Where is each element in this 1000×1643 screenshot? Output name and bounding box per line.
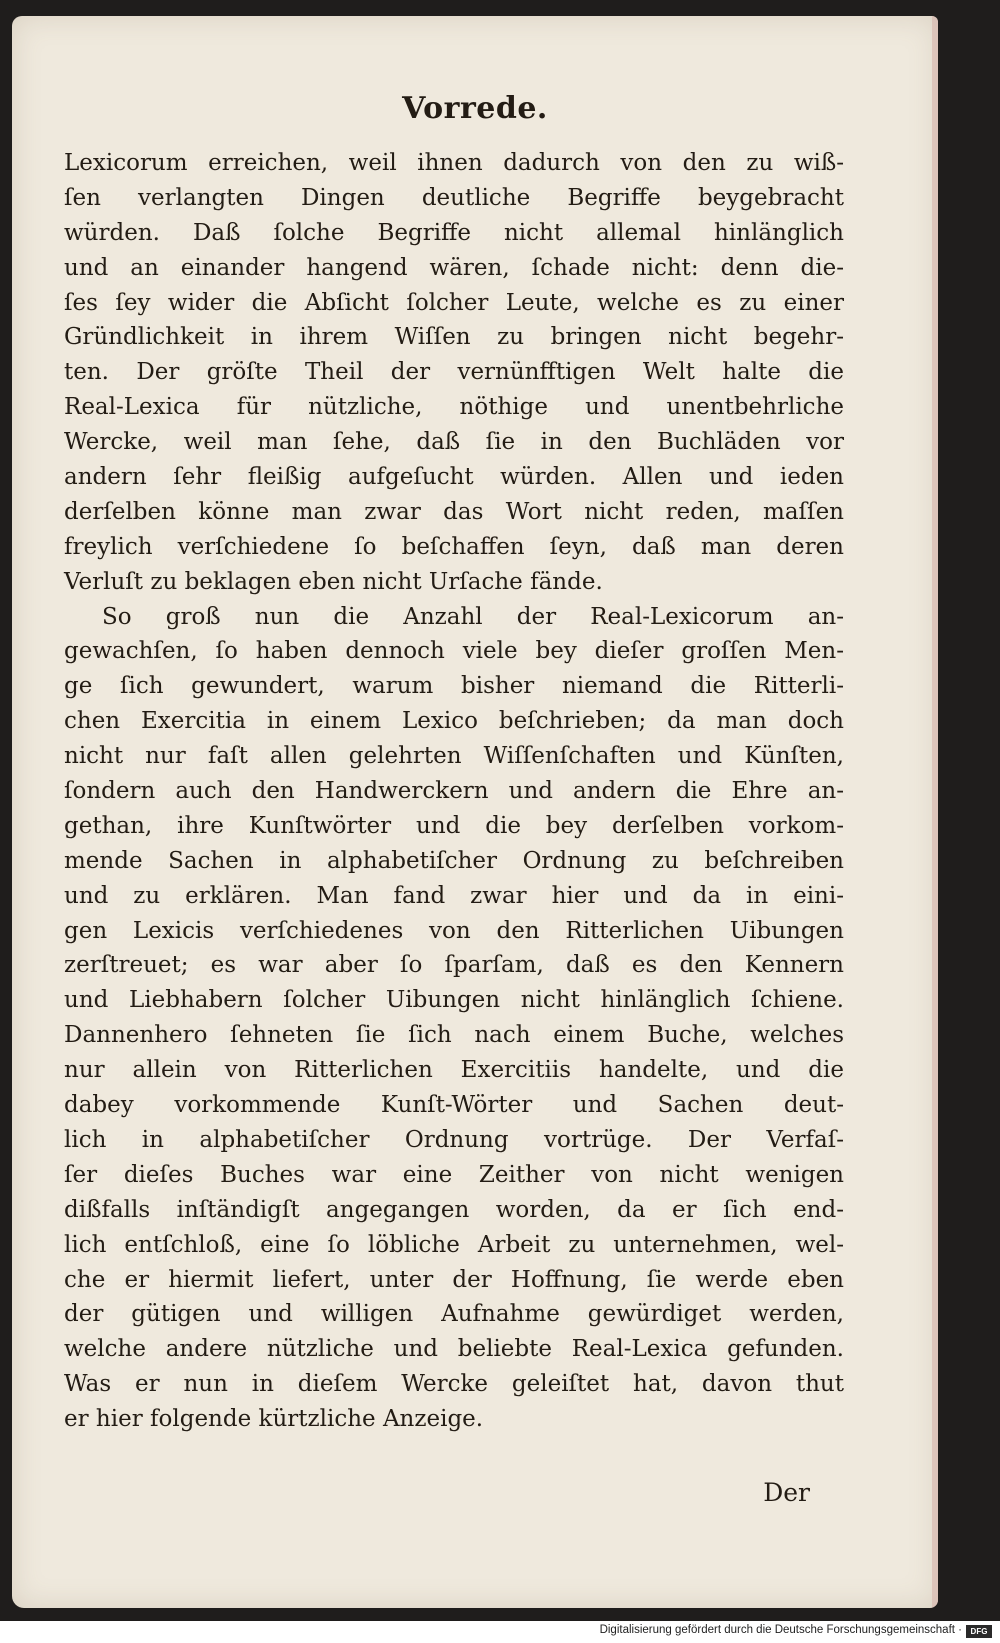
body-text [64,146,844,1437]
footer-credit: Digitalisierung gefördert durch die Deutsche Forschungsgemeinschaft · [599,1624,962,1636]
text-line: er hier folgende kürtzliche Anzeige. [64,1406,484,1433]
text-line: gen Lexicis verſchiedenes von den Ritterlichen Uibungen [64,917,844,944]
text-line: würden. Daß ſolche Begriffe nicht allemal hinlänglich [64,219,844,246]
catchword: Der [763,1478,810,1507]
text-line: ten. Der gröſte Theil der vernünfftigen Welt halte die [64,359,844,386]
digitization-footer [0,1621,1000,1643]
text-line: Wercke, weil man ſehe, daß ſie in den Buchläden vor [64,429,844,456]
text-line: nicht nur faſt allen gelehrten Wiſſenſchaften und Künſten, [64,743,844,770]
text-line: welche andere nützliche und beliebte Real-Lexica gefunden. [64,1336,844,1363]
text-line: Gründlichkeit in ihrem Wiſſen zu bringen nicht begehr- [64,324,844,351]
text-line: derſelben könne man zwar das Wort nicht reden, maſſen [64,498,844,525]
text-line: Lexicorum erreichen, weil ihnen dadurch von den zu wiß- [64,150,844,176]
book-page [12,16,938,1608]
text-line: dißfalls inſtändigſt angegangen worden, da er ſich end- [64,1196,844,1223]
text-line: freylich verſchiedene ſo beſchaffen ſeyn, daß man deren [64,533,844,560]
text-line: So groß nun die Anzahl der Real-Lexicorum an- [102,603,844,630]
text-line: chen Exercitia in einem Lexico beſchrieben; da man doch [64,708,844,735]
text-line: mende Sachen in alphabetiſcher Ordnung zu beſchreiben [64,847,844,874]
text-line: und an einander hangend wären, ſchade nicht: denn die- [64,254,844,281]
text-line: Dannenhero ſehneten ſie ſich nach einem Buche, welches [64,1022,844,1049]
text-line: und Liebhabern ſolcher Uibungen nicht hinlänglich ſchiene. [64,987,844,1014]
text-line: ge ſich gewundert, warum bisher niemand die Ritterli- [64,673,844,700]
text-line: ſes ſey wider die Abſicht ſolcher Leute, welche es zu einer [64,289,844,316]
text-line: gewachſen, ſo haben dennoch viele bey dieſer groſſen Men- [64,638,844,665]
text-line: Verluſt zu beklagen eben nicht Urſache fände. [64,568,603,595]
text-line: und zu erklären. Man fand zwar hier und da in eini- [64,882,844,909]
text-line: gethan, ihre Kunſtwörter und die bey derſelben vorkom- [64,812,844,839]
text-line: ſondern auch den Handwerckern und andern die Ehre an- [64,778,844,805]
text-line: nur allein von Ritterlichen Exercitiis handelte, und die [64,1057,844,1084]
text-line: Was er nun in dieſem Wercke geleiſtet hat, davon thut [64,1371,844,1398]
text-line: lich entſchloß, eine ſo löbliche Arbeit zu unternehmen, wel- [64,1231,844,1258]
text-line: lich in alphabetiſcher Ordnung vortrüge. Der Verfaſ- [64,1126,844,1153]
text-line: zerſtreuet; es war aber ſo ſparſam, daß es den Kennern [64,952,844,979]
text-line: der gütigen und willigen Aufnahme gewürdiget werden, [64,1301,844,1328]
text-line: Real-Lexica für nützliche, nöthige und unentbehrliche [64,394,844,421]
text-line: ſer dieſes Buches war eine Zeither von nicht wenigen [64,1161,844,1188]
text-line: ſen verlangten Dingen deutliche Begriffe beygebracht [64,184,844,211]
text-line: che er hiermit liefert, unter der Hoffnung, ſie werde eben [64,1266,844,1293]
dfg-logo-icon: DFG [966,1625,992,1638]
text-line: andern ſehr fleißig aufgeſucht würden. Allen und ieden [64,464,844,491]
running-head: Vorrede. [402,91,548,126]
text-line: dabey vorkommende Kunſt-Wörter und Sachen deut- [64,1092,844,1119]
